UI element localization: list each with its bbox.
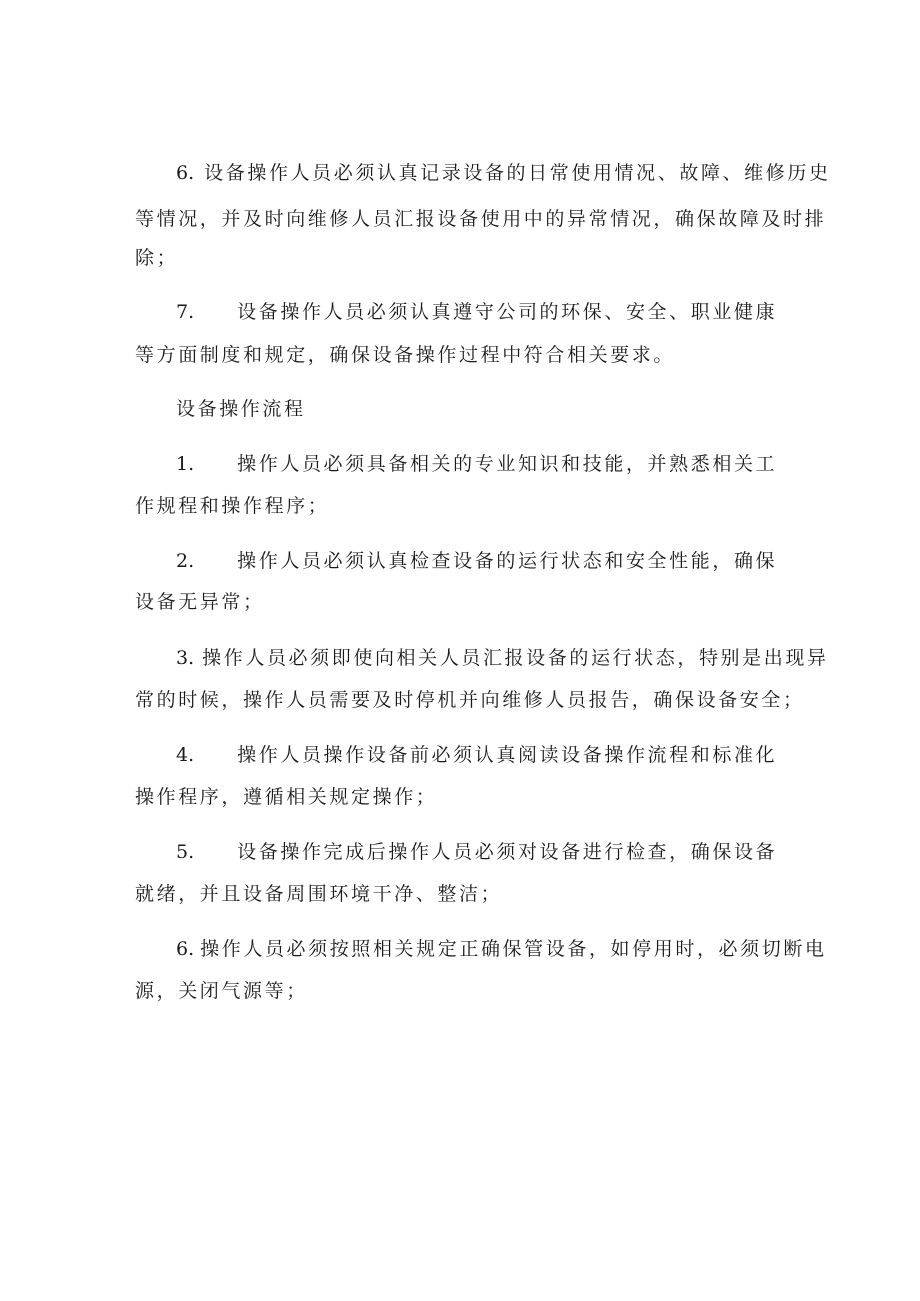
procedure-4-line-1 xyxy=(176,743,777,767)
item-7-line-1 xyxy=(176,300,777,324)
procedure-5-line-1 xyxy=(176,840,777,864)
procedure-5-text-1: 设备操作完成后操作人员必须对设备进行检查，确保设备 xyxy=(237,841,778,863)
procedure-5-number: 5. xyxy=(176,841,195,863)
procedure-5-line-2: 就绪，并且设备周围环境干净、整洁； xyxy=(135,883,503,905)
procedure-1-text-1: 操作人员必须具备相关的专业知识和技能，并熟悉相关工 xyxy=(237,453,778,475)
procedure-1-line-1 xyxy=(176,452,777,476)
procedure-3-number: 3. xyxy=(176,647,195,669)
section-heading: 设备操作流程 xyxy=(176,398,306,420)
item-6-text-1: 设备操作人员必须认真记录设备的日常使用情况、故障、维修历史 xyxy=(204,162,831,184)
procedure-2-line-1 xyxy=(176,549,777,573)
procedure-6-number: 6. xyxy=(176,938,195,960)
item-6-number: 6. xyxy=(176,162,195,184)
item-7-text-1: 设备操作人员必须认真遵守公司的环保、安全、职业健康 xyxy=(237,301,778,323)
procedure-3-line-2: 常的时候，操作人员需要及时停机并向维修人员报告，确保设备安全； xyxy=(135,689,805,711)
procedure-3-line-1 xyxy=(176,646,829,670)
procedure-6-text-1: 操作人员必须按照相关规定正确保管设备，如停用时，必须切断电 xyxy=(200,938,827,960)
procedure-1-number: 1. xyxy=(176,453,195,475)
item-6-line-1 xyxy=(176,161,831,185)
procedure-2-line-2: 设备无异常； xyxy=(135,591,265,613)
item-6-line-3: 除； xyxy=(135,247,179,269)
procedure-4-line-2: 操作程序，遵循相关规定操作； xyxy=(135,786,438,808)
procedure-4-text-1: 操作人员操作设备前必须认真阅读设备操作流程和标准化 xyxy=(237,744,778,766)
item-7-line-2: 等方面制度和规定，确保设备操作过程中符合相关要求。 xyxy=(135,344,676,366)
procedure-4-number: 4. xyxy=(176,744,195,766)
procedure-2-number: 2. xyxy=(176,550,195,572)
item-6-line-2: 等情况，并及时向维修人员汇报设备使用中的异常情况，确保故障及时排 xyxy=(135,208,827,230)
procedure-6-line-2: 源，关闭气源等； xyxy=(135,980,308,1002)
procedure-3-text-1: 操作人员必须即使向相关人员汇报设备的运行状态，特别是出现异 xyxy=(202,647,829,669)
procedure-6-line-1 xyxy=(176,937,827,961)
item-7-number: 7. xyxy=(176,301,195,323)
procedure-2-text-1: 操作人员必须认真检查设备的运行状态和安全性能，确保 xyxy=(237,550,778,572)
procedure-1-line-2: 作规程和操作程序； xyxy=(135,495,330,517)
